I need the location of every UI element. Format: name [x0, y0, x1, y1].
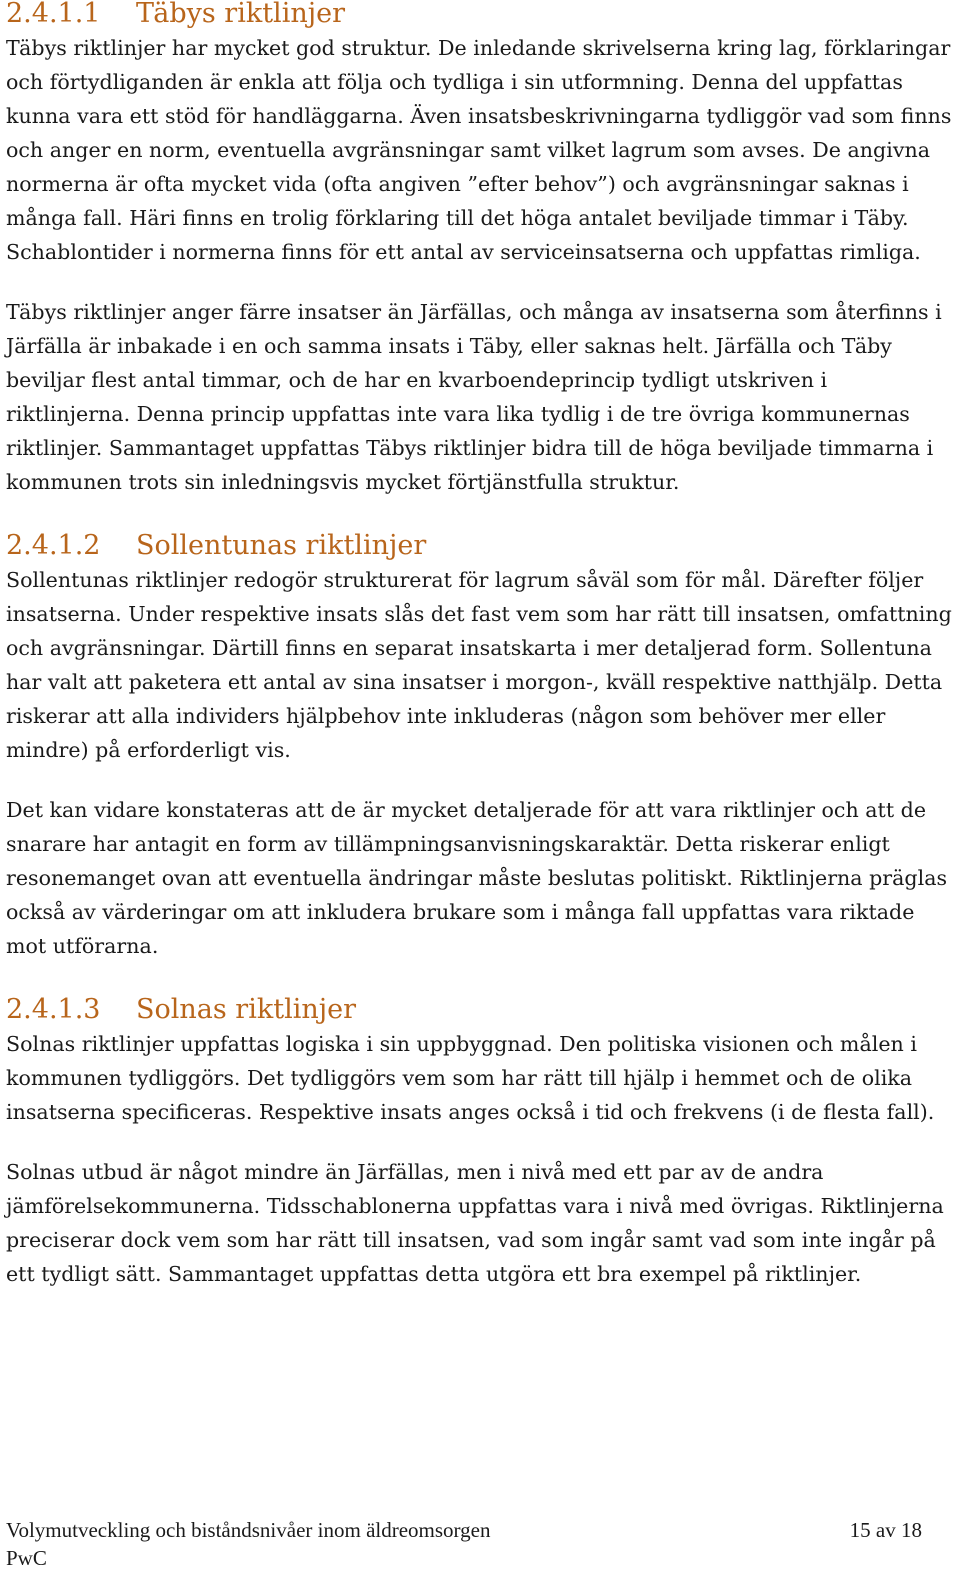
paragraph: Solnas utbud är något mindre än Järfällas, men i nivå med ett par av de andra jämförelsekommunerna. Tidsschablonerna uppfattas vara i nivå med övrigas. Riktlinjerna preciserar dock vem som har rätt till insatsen, vad som ingår samt vad som inte ingår på ett tydligt sätt. Sammantaget uppfattas detta utgöra ett bra exempel på riktlinjer.	[6, 1160, 944, 1286]
footer-page-number: 15 av 18	[849, 1518, 922, 1542]
section-heading-tabys	[6, 0, 954, 31]
section-title: Sollentunas riktlinjer	[136, 530, 427, 561]
document-page	[6, 0, 954, 1291]
paragraph: Täbys riktlinjer har mycket god struktur. De inledande skrivelserna kring lag, förklaringar och förtydliganden är enkla att följa och tydliga i sin utformning. Denna del uppfattas kunna vara ett stöd för handläggarna. Även insatsbeskrivningarna tydliggör vad som finns och anger en norm, eventuella avgränsningar samt vilket lagrum som avses. De angivna normerna är ofta mycket vida (ofta angiven ”efter behov”) och avgränsningar saknas i många fall. Häri finns en trolig förklaring till det höga antalet beviljade timmar i Täby. Schablontider i normerna finns för ett antal av serviceinsatserna och uppfattas rimliga.	[6, 36, 952, 264]
page-footer	[6, 1516, 922, 1572]
section-heading-solnas	[6, 993, 954, 1027]
footer-report-title: Volymutveckling och biståndsnivåer inom äldreomsorgen	[6, 1518, 491, 1542]
paragraph: Solnas riktlinjer uppfattas logiska i sin uppbyggnad. Den politiska visionen och målen i kommunen tydliggörs. Det tydliggörs vem som har rätt till hjälp i hemmet och de olika insatserna specificeras. Respektive insats anges också i tid och frekvens (i de flesta fall).	[6, 1032, 935, 1124]
section-title: Solnas riktlinjer	[136, 994, 356, 1025]
section-title: Täbys riktlinjer	[136, 0, 345, 29]
section-number: 2.4.1.1	[6, 0, 101, 29]
footer-company: PwC	[6, 1546, 47, 1570]
paragraph: Täbys riktlinjer anger färre insatser än Järfällas, och många av insatserna som återfinns i Järfälla är inbakade i en och samma insats i Täby, eller saknas helt. Järfälla och Täby beviljar flest antal timmar, och de har en kvarboendeprincip tydligt utskriven i riktlinjerna. Denna princip uppfattas inte vara lika tydlig i de tre övriga kommunernas riktlinjer. Sammantaget uppfattas Täbys riktlinjer bidra till de höga beviljade timmarna i kommunen trots sin inledningsvis mycket förtjänstfulla struktur.	[6, 300, 942, 494]
section-number: 2.4.1.2	[6, 530, 101, 561]
section-heading-sollentunas	[6, 529, 954, 563]
paragraph: Sollentunas riktlinjer redogör strukturerat för lagrum såväl som för mål. Därefter följer insatserna. Under respektive insats slås det fast vem som har rätt till insatsen, omfattning och avgränsningar. Därtill finns en separat insatskarta i mer detaljerad form. Sollentuna har valt att paketera ett antal av sina insatser i morgon-, kväll respektive natthjälp. Detta riskerar att alla individers hjälpbehov inte inkluderas (någon som behöver mer eller mindre) på erforderligt vis.	[6, 568, 952, 762]
section-number: 2.4.1.3	[6, 994, 101, 1025]
paragraph: Det kan vidare konstateras att de är mycket detaljerade för att vara riktlinjer och att de snarare har antagit en form av tillämpningsanvisningskaraktär. Detta riskerar enligt resonemanget ovan att eventuella ändringar måste beslutas politiskt. Riktlinjerna präglas också av värderingar om att inkludera brukare som i många fall uppfattas vara riktade mot utförarna.	[6, 798, 948, 958]
